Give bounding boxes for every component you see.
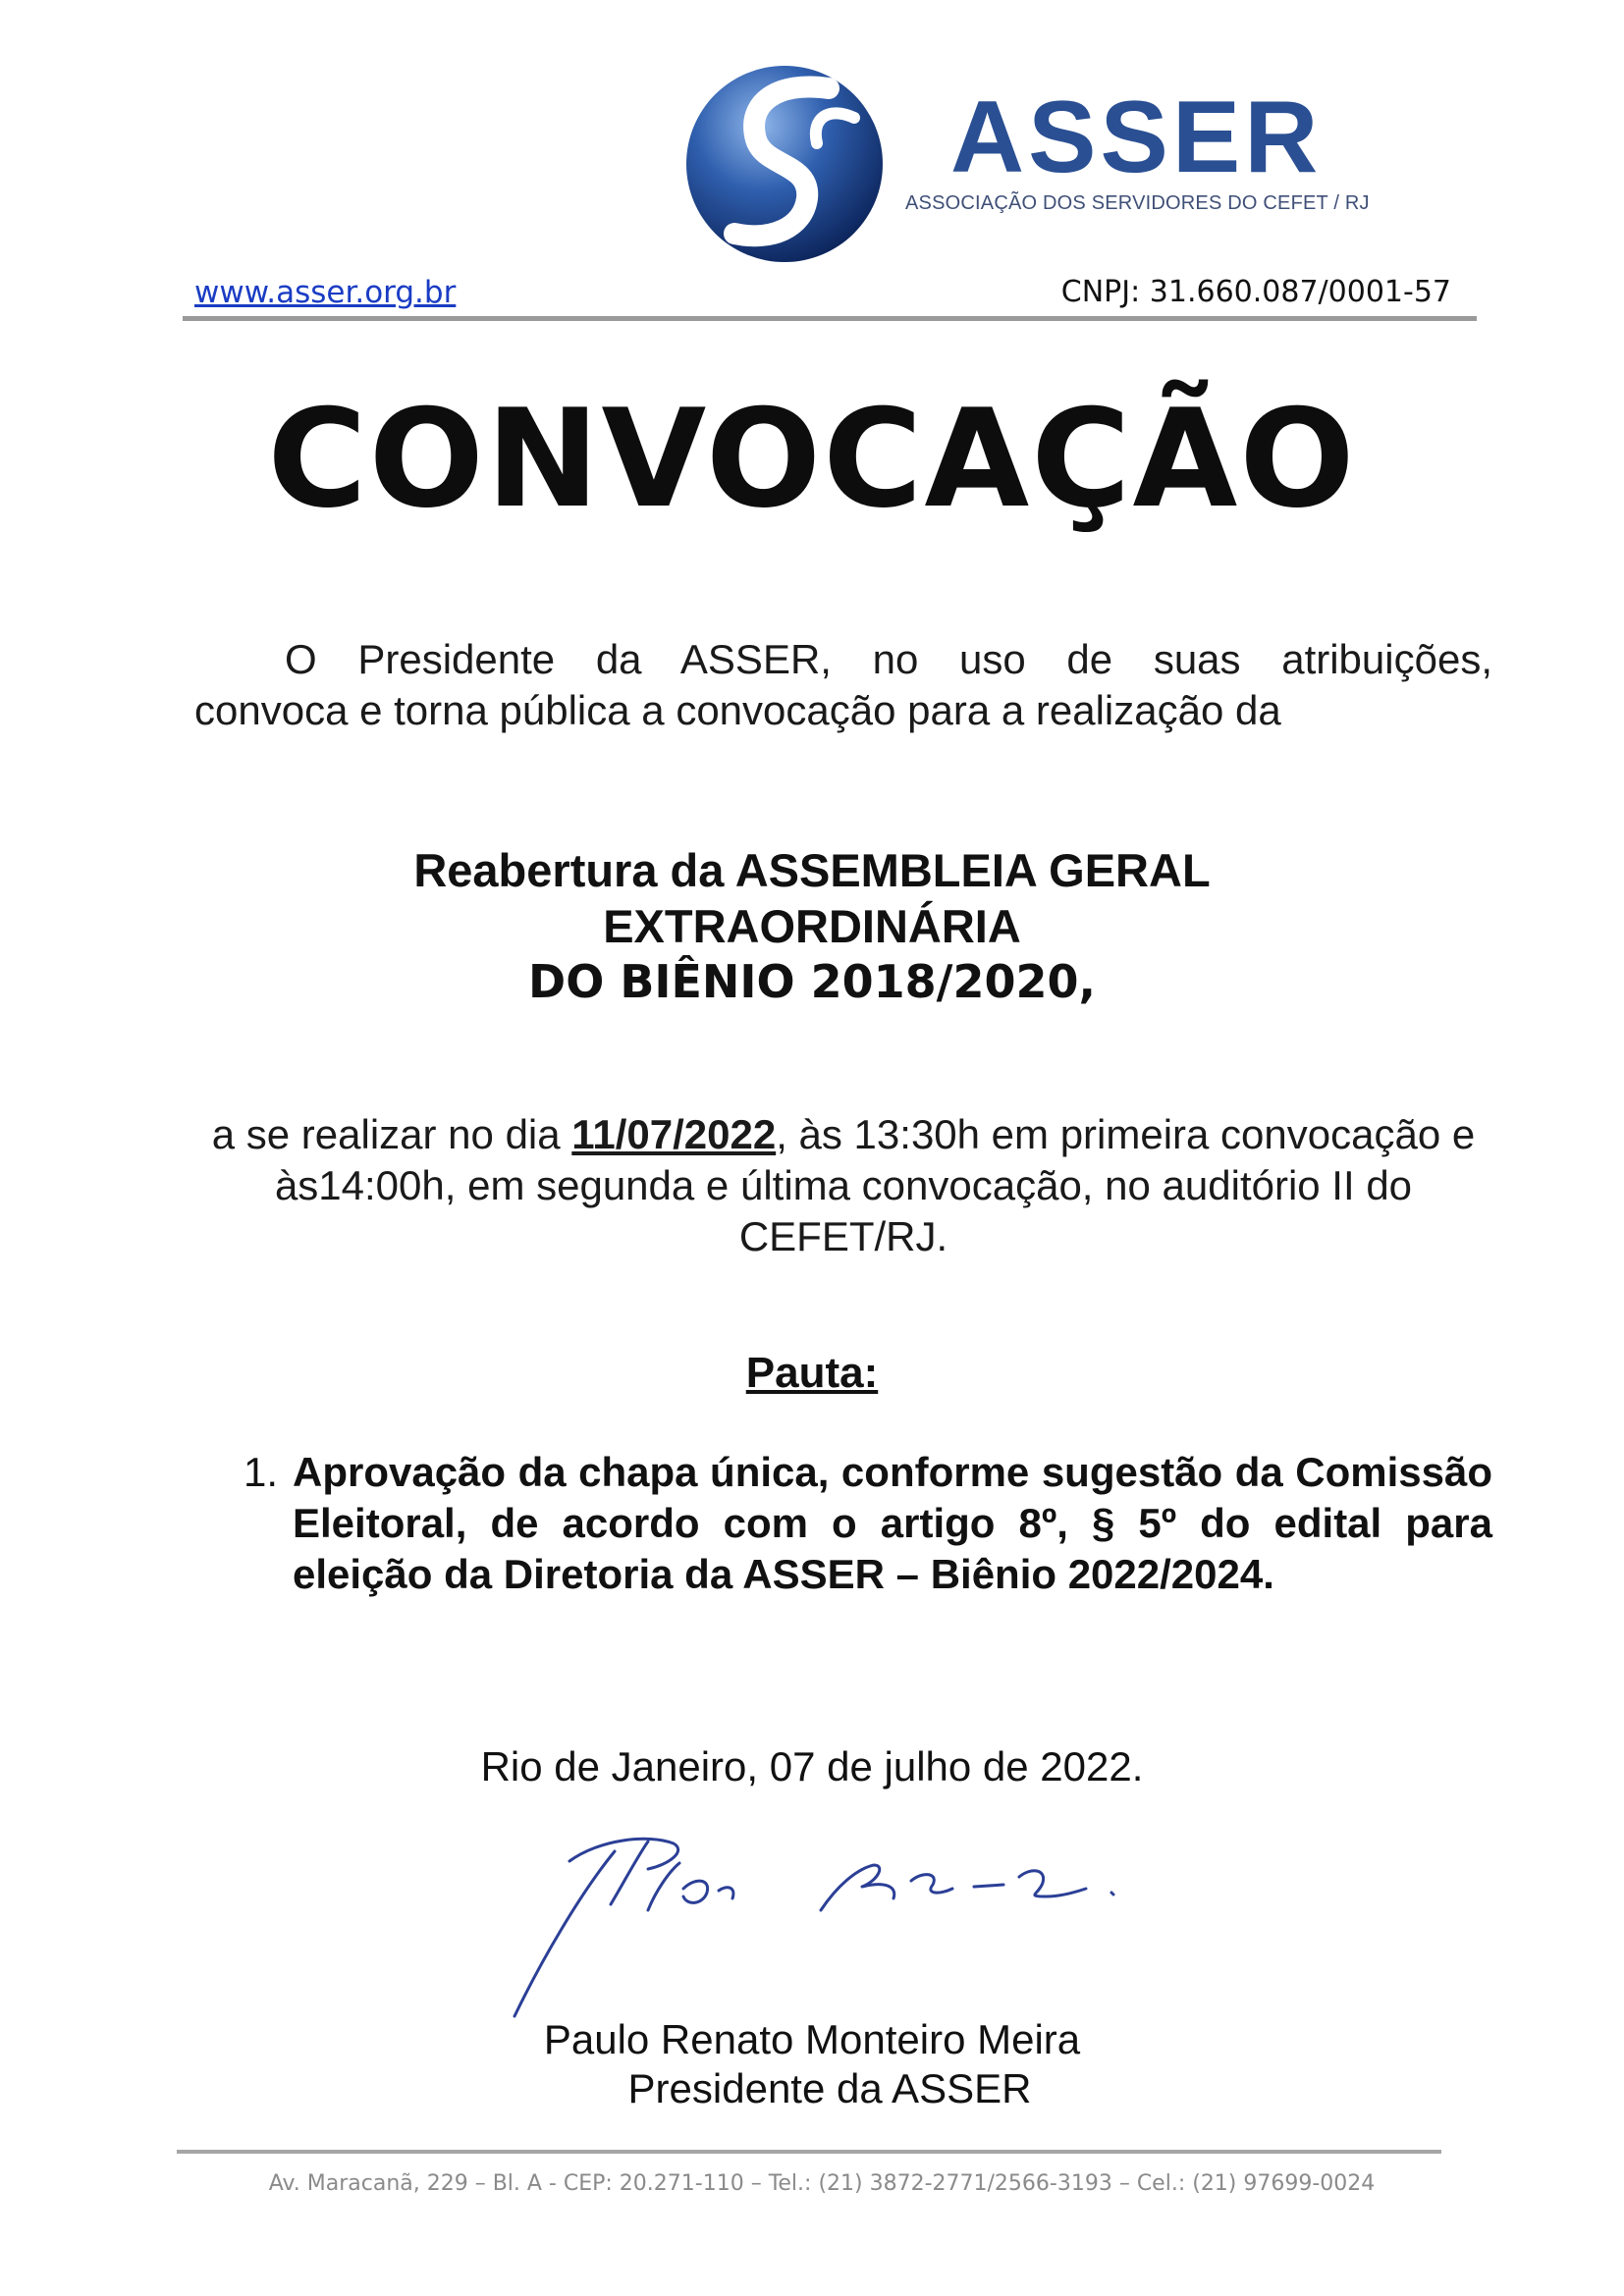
assembly-title <box>0 842 1624 1010</box>
intro-line-1: O Presidente da ASSER, no uso de suas atribuições, <box>285 636 1492 682</box>
details-suffix: , às 13:30h em primeira convocação e às14:00h, em segunda e última convocação, no auditório II do CEFET/RJ. <box>274 1111 1476 1259</box>
signature-image <box>501 1816 1168 2022</box>
asser-logo-icon <box>681 61 888 267</box>
agenda-item-number: 1. <box>244 1449 279 1495</box>
agenda-title: Pauta: <box>745 1349 879 1397</box>
place-date: Rio de Janeiro, 07 de julho de 2022. <box>480 1743 1144 1789</box>
assembly-line-1: Reabertura da ASSEMBLEIA GERAL <box>413 844 1211 896</box>
details-prefix: a se realizar no dia <box>211 1111 572 1157</box>
footer-address: Av. Maracanã, 229 – Bl. A - CEP: 20.271-110 – Tel.: (21) 3872-2771/2566-3193 – Cel.: (21) 97699-0024 <box>268 2171 1376 2196</box>
intro-line-2: convoca e torna pública a convocação para a realização da <box>194 687 1281 733</box>
meeting-details <box>196 1109 1490 1262</box>
signer-name: Paulo Renato Monteiro Meira <box>543 2016 1081 2062</box>
logo-wordmark: ASSER <box>950 80 1323 194</box>
agenda-item-text: Aprovação da chapa única, conforme sugestão da Comissão Eleitoral, de acordo com o artigo 8º, § 5º do edital para eleição da Diretoria da ASSER – Biênio 2022/2024. <box>293 1449 1492 1597</box>
header-divider <box>183 316 1477 321</box>
meeting-date: 11/07/2022 <box>571 1111 777 1157</box>
logo-subtitle: ASSOCIAÇÃO DOS SERVIDORES DO CEFET / RJ <box>905 192 1370 214</box>
website-link[interactable]: www.asser.org.br <box>194 275 457 310</box>
document-title: CONVOCAÇÃO <box>267 380 1357 538</box>
assembly-line-2: EXTRAORDINÁRIA <box>603 900 1021 952</box>
assembly-line-3: DO BIÊNIO 2018/2020, <box>528 955 1096 1008</box>
signer-role: Presidente da ASSER <box>627 2065 1032 2111</box>
footer-divider <box>177 2150 1441 2154</box>
cnpj-label: CNPJ: 31.660.087/0001-57 <box>1060 275 1451 309</box>
intro-paragraph <box>194 634 1492 736</box>
